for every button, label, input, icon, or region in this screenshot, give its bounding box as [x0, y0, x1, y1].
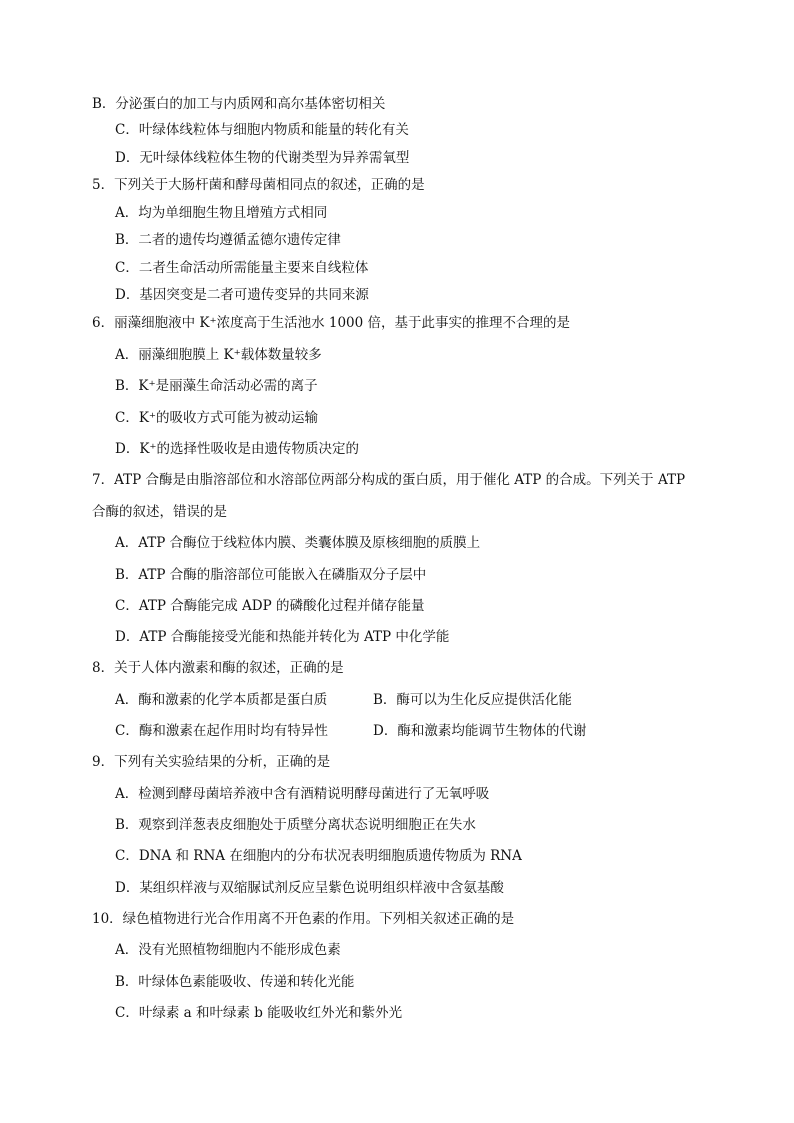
question-line: 5．下列关于大肠杆菌和酵母菌相同点的叙述，正确的是 [92, 177, 425, 193]
option-line: B．二者的遗传均遵循孟德尔遗传定律 [115, 232, 341, 248]
option-line: C．叶绿体线粒体与细胞内物质和能量的转化有关 [115, 122, 409, 138]
option-line: B．酶可以为生化反应提供活化能 [373, 692, 572, 708]
question-line: 8．关于人体内激素和酶的叙述，正确的是 [92, 660, 344, 676]
option-line: B．ATP 合酶的脂溶部位可能嵌入在磷脂双分子层中 [115, 567, 427, 583]
option-line: B．分泌蛋白的加工与内质网和高尔基体密切相关 [92, 96, 386, 112]
option-line: B．K⁺是丽藻生命活动必需的离子 [115, 378, 318, 394]
option-line: D．基因突变是二者可遗传变异的共同来源 [115, 287, 369, 303]
question-line: 7．ATP 合酶是由脂溶部位和水溶部位两部分构成的蛋白质，用于催化 ATP 的合成。下列关于 ATP [92, 472, 686, 488]
option-line: C．二者生命活动所需能量主要来自线粒体 [115, 260, 369, 276]
option-line: D．ATP 合酶能接受光能和热能并转化为 ATP 中化学能 [115, 629, 450, 645]
question-line: 9．下列有关实验结果的分析，正确的是 [92, 754, 331, 770]
question-line: 10．绿色植物进行光合作用离不开色素的作用。下列相关叙述正确的是 [92, 911, 515, 927]
option-line: B．叶绿体色素能吸收、传递和转化光能 [115, 974, 355, 990]
option-line: D．酶和激素均能调节生物体的代谢 [373, 723, 587, 739]
option-line: A．均为单细胞生物且增殖方式相同 [115, 205, 328, 221]
option-line: A．没有光照植物细胞内不能形成色素 [115, 942, 341, 958]
option-line: A．检测到酵母菌培养液中含有酒精说明酵母菌进行了无氧呼吸 [115, 786, 490, 802]
option-line: D．K⁺的选择性吸收是由遗传物质决定的 [115, 441, 360, 457]
option-line: D．无叶绿体线粒体生物的代谢类型为异养需氧型 [115, 150, 410, 166]
question-line: 合酶的叙述，错误的是 [92, 504, 227, 520]
question-line: 6．丽藻细胞液中 K⁺浓度高于生活池水 1000 倍，基于此事实的推理不合理的是 [92, 315, 571, 331]
option-line: C．K⁺的吸收方式可能为被动运输 [115, 410, 319, 426]
option-line: B．观察到洋葱表皮细胞处于质壁分离状态说明细胞正在失水 [115, 817, 476, 833]
option-line: C．叶绿素 a 和叶绿素 b 能吸收红外光和紫外光 [115, 1005, 403, 1021]
option-line: C．ATP 合酶能完成 ADP 的磷酸化过程并储存能量 [115, 598, 425, 614]
option-line: A．酶和激素的化学本质都是蛋白质 [115, 692, 328, 708]
option-line: C．酶和激素在起作用时均有特异性 [115, 723, 328, 739]
option-line: D．某组织样液与双缩脲试剂反应呈紫色说明组织样液中含氨基酸 [115, 880, 504, 896]
option-line: A．丽藻细胞膜上 K⁺载体数量较多 [115, 347, 322, 363]
option-line: A．ATP 合酶位于线粒体内膜、类囊体膜及原核细胞的质膜上 [115, 535, 481, 551]
option-line: C．DNA 和 RNA 在细胞内的分布状况表明细胞质遗传物质为 RNA [115, 848, 522, 864]
